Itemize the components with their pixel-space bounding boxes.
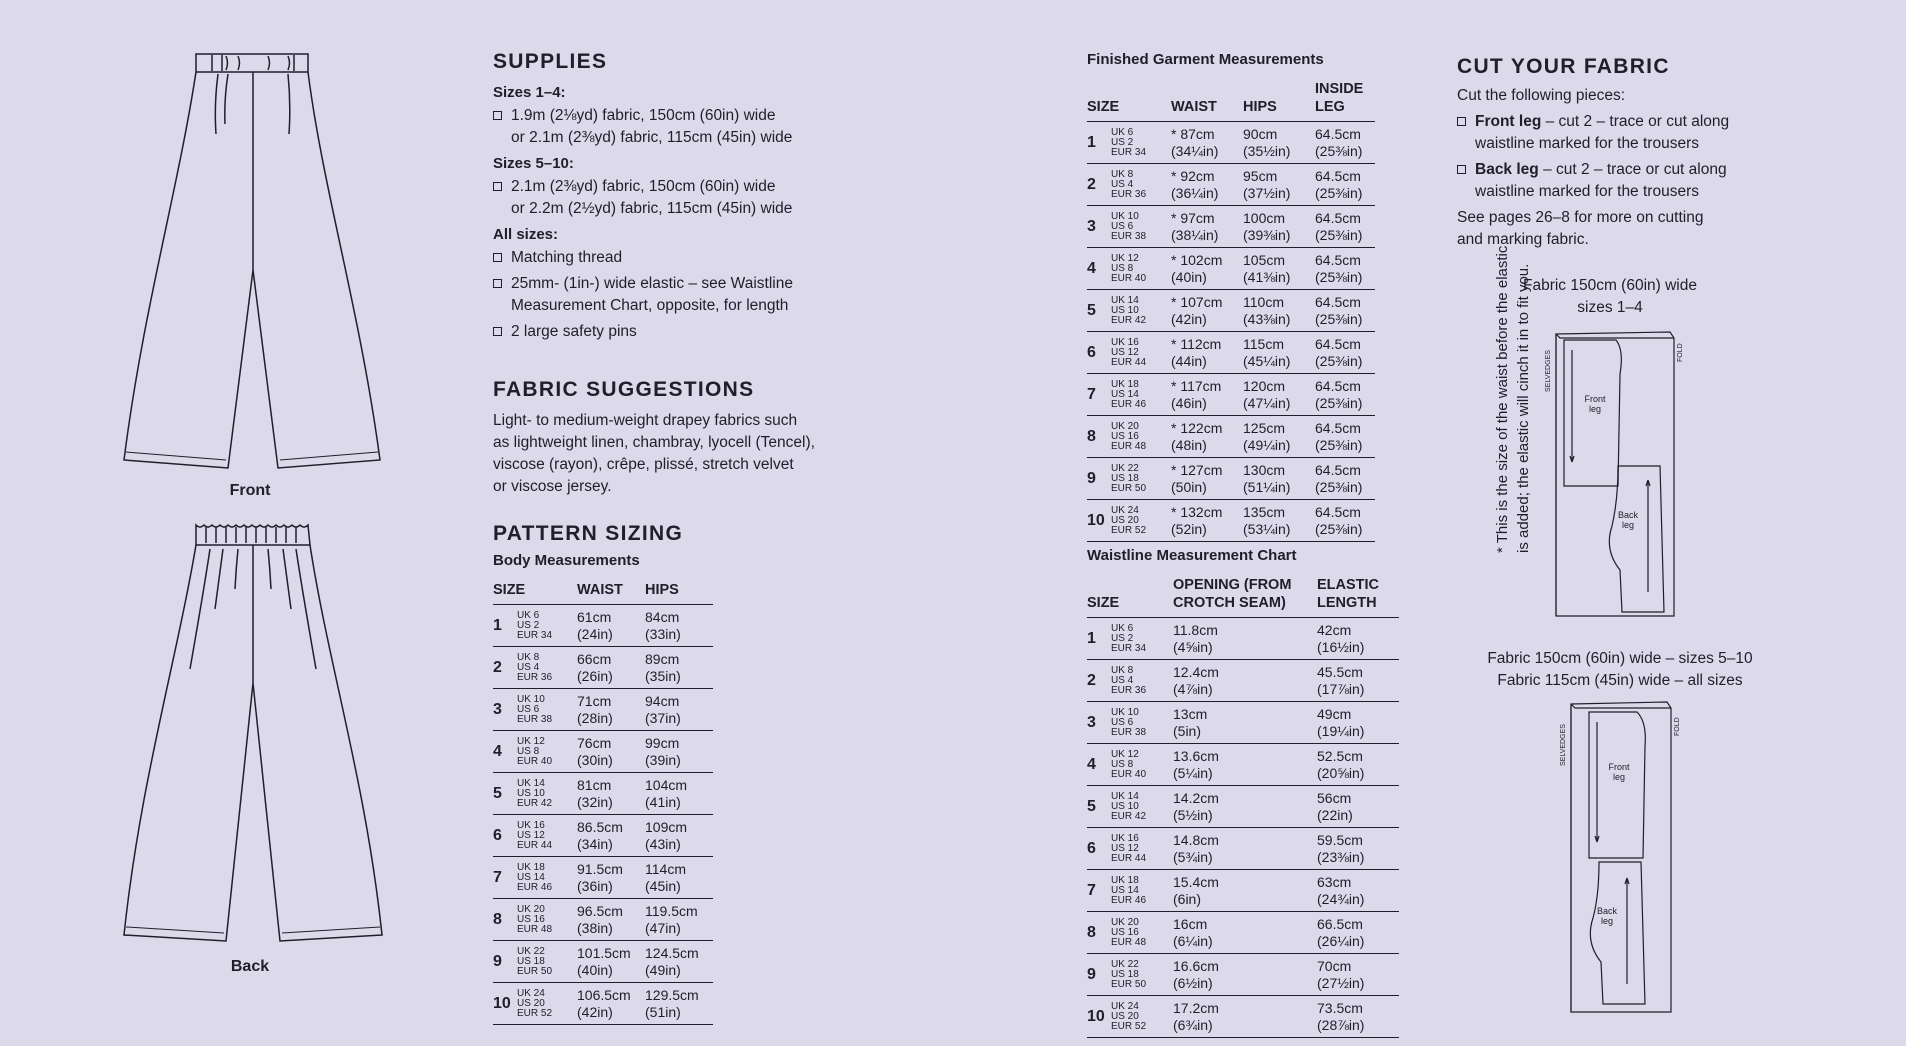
measurement-cell: 14.8cm (5¾in) xyxy=(1173,831,1219,865)
size-codes: UK 10 US 6 EUR 38 xyxy=(517,693,553,725)
supplies-list xyxy=(493,84,853,343)
cut-piece-item xyxy=(1457,111,1757,155)
size-codes: UK 22 US 18 EUR 50 xyxy=(1111,958,1147,990)
body-measurements-table xyxy=(493,581,713,1025)
size-number: 1 xyxy=(493,617,502,634)
size-codes: UK 18 US 14 EUR 46 xyxy=(517,861,553,893)
measurement-cell: 16cm (6¼in) xyxy=(1173,915,1213,949)
cutting-layout-2-diagram xyxy=(1555,700,1685,1016)
cut-piece-instructions: – cut 2 – trace or cut along waistline marked for the trousers xyxy=(1475,113,1730,152)
front-leg-label-2: Front xyxy=(1608,762,1630,772)
measurement-cell: 95cm (37½in) xyxy=(1243,167,1291,201)
table-row xyxy=(493,983,713,1025)
size-number: 4 xyxy=(1087,756,1096,773)
column-header: HIPS xyxy=(645,581,713,605)
measurement-cell: 70cm (27½in) xyxy=(1317,957,1365,991)
measurement-cell: 17.2cm (6¾in) xyxy=(1173,999,1219,1033)
measurement-cell: 84cm (33in) xyxy=(645,608,681,642)
size-number: 1 xyxy=(1087,630,1096,647)
supplies-group-heading: All sizes: xyxy=(493,226,559,243)
table-row xyxy=(493,773,713,815)
size-number: 3 xyxy=(1087,218,1096,235)
measurement-cell: 99cm (39in) xyxy=(645,734,681,768)
cut-fabric-title: CUT YOUR FABRIC xyxy=(1457,55,1670,78)
measurement-cell: * 117cm (46in) xyxy=(1171,377,1222,411)
measurement-cell: 13cm (5in) xyxy=(1173,705,1208,739)
measurement-cell: 64.5cm (25⅜in) xyxy=(1315,293,1363,327)
finished-garment-table xyxy=(1087,80,1375,542)
size-codes: UK 6 US 2 EUR 34 xyxy=(1111,126,1147,158)
measurement-cell: 15.4cm (6in) xyxy=(1173,873,1219,907)
measurement-cell: * 87cm (34¼in) xyxy=(1171,125,1219,159)
cut-piece-item xyxy=(1457,159,1757,203)
cut-fabric-note: See pages 26–8 for more on cutting and marking fabric. xyxy=(1457,209,1704,248)
size-codes: UK 8 US 4 EUR 36 xyxy=(517,651,553,683)
back-trousers-drawing xyxy=(118,523,388,943)
table-row xyxy=(1087,290,1375,332)
measurement-cell: 86.5cm (34in) xyxy=(577,818,623,852)
supply-item: 2 large safety pins xyxy=(493,321,853,343)
table-row xyxy=(493,941,713,983)
measurement-cell: 101.5cm (40in) xyxy=(577,944,631,978)
table-row xyxy=(1087,416,1375,458)
fold-label-1: FOLD xyxy=(1677,343,1684,362)
size-codes: UK 16 US 12 EUR 44 xyxy=(517,819,553,851)
size-number: 9 xyxy=(1087,966,1096,983)
finished-garment-note: * This is the size of the waist before the elastic is added; the elastic will cinch it in to fit you. xyxy=(1494,245,1532,553)
column-header: SIZE xyxy=(1087,576,1173,618)
waistline-title: Waistline Measurement Chart xyxy=(1087,547,1297,564)
measurement-cell: 124.5cm (49in) xyxy=(645,944,699,978)
measurement-cell: 64.5cm (25⅜in) xyxy=(1315,503,1363,537)
measurement-cell: 64.5cm (25⅜in) xyxy=(1315,251,1363,285)
measurement-cell: * 122cm (48in) xyxy=(1171,419,1223,453)
waistline-section xyxy=(1087,547,1399,1038)
measurement-cell: 66.5cm (26¼in) xyxy=(1317,915,1365,949)
size-number: 1 xyxy=(1087,134,1096,151)
measurement-cell: 71cm (28in) xyxy=(577,692,613,726)
column-header: INSIDE LEG xyxy=(1315,80,1375,122)
table-row xyxy=(1087,870,1399,912)
fold-label-2: FOLD xyxy=(1674,717,1681,736)
size-number: 7 xyxy=(493,869,502,886)
supply-item: 1.9m (2⅛yd) fabric, 150cm (60in) wide or 2.1m (2⅜yd) fabric, 115cm (45in) wide xyxy=(493,105,853,149)
svg-text:leg: leg xyxy=(1612,772,1626,782)
measurement-cell: 96.5cm (38in) xyxy=(577,902,623,936)
size-number: 8 xyxy=(1087,924,1096,941)
column-header: ELASTIC LENGTH xyxy=(1317,576,1399,618)
size-number: 2 xyxy=(1087,672,1096,689)
table-row xyxy=(1087,374,1375,416)
table-row xyxy=(1087,912,1399,954)
measurement-cell: 13.6cm (5¼in) xyxy=(1173,747,1219,781)
size-number: 6 xyxy=(1087,840,1096,857)
table-row xyxy=(1087,206,1375,248)
supplies-group-heading: Sizes 5–10: xyxy=(493,155,574,172)
front-leg-label-1: Front xyxy=(1584,394,1606,404)
table-row xyxy=(493,605,713,647)
cut-fabric-intro: Cut the following pieces: xyxy=(1457,87,1626,104)
measurement-cell: 64.5cm (25⅜in) xyxy=(1315,167,1363,201)
measurement-cell: 59.5cm (23⅜in) xyxy=(1317,831,1365,865)
back-leg-label-1: Back xyxy=(1617,510,1639,520)
size-number: 5 xyxy=(1087,302,1096,319)
size-codes: UK 12 US 8 EUR 40 xyxy=(517,735,553,767)
measurement-cell: 56cm (22in) xyxy=(1317,789,1353,823)
table-row xyxy=(493,815,713,857)
size-number: 8 xyxy=(1087,428,1096,445)
supply-item: 25mm- (1in-) wide elastic – see Waistline Measurement Chart, opposite, for length xyxy=(493,273,853,317)
measurement-cell: 89cm (35in) xyxy=(645,650,681,684)
size-codes: UK 20 US 16 EUR 48 xyxy=(517,903,553,935)
measurement-cell: 125cm (49¼in) xyxy=(1243,419,1291,453)
supplies-section xyxy=(493,50,853,347)
size-codes: UK 14 US 10 EUR 42 xyxy=(1111,294,1147,326)
cut-piece-name: Front leg xyxy=(1475,113,1542,130)
measurement-cell: 14.2cm (5½in) xyxy=(1173,789,1219,823)
layout2-caption: Fabric 150cm (60in) wide – sizes 5–10 Fabric 115cm (45in) wide – all sizes xyxy=(1487,650,1753,689)
measurement-cell: 109cm (43in) xyxy=(645,818,688,852)
size-codes: UK 16 US 12 EUR 44 xyxy=(1111,336,1147,368)
size-codes: UK 24 US 20 EUR 52 xyxy=(1111,1000,1147,1032)
svg-text:leg: leg xyxy=(1621,520,1635,530)
size-number: 9 xyxy=(493,953,502,970)
pattern-sizing-title: PATTERN SIZING xyxy=(493,522,684,545)
measurement-cell: 49cm (19¼in) xyxy=(1317,705,1365,739)
size-number: 10 xyxy=(493,995,511,1012)
size-codes: UK 8 US 4 EUR 36 xyxy=(1111,168,1147,200)
size-number: 3 xyxy=(493,701,502,718)
table-row xyxy=(1087,954,1399,996)
measurement-cell: 135cm (53¼in) xyxy=(1243,503,1291,537)
measurement-cell: 64.5cm (25⅜in) xyxy=(1315,377,1363,411)
column-header: HIPS xyxy=(1243,80,1315,122)
selvedges-label-2: SELVEDGES xyxy=(1560,724,1567,766)
measurement-cell: 16.6cm (6½in) xyxy=(1173,957,1219,991)
size-codes: UK 12 US 8 EUR 40 xyxy=(1111,252,1147,284)
table-row xyxy=(1087,332,1375,374)
size-codes: UK 6 US 2 EUR 34 xyxy=(517,609,553,641)
size-codes: UK 24 US 20 EUR 52 xyxy=(1111,504,1147,536)
table-row xyxy=(493,647,713,689)
measurement-cell: * 97cm (38¼in) xyxy=(1171,209,1219,243)
table-row xyxy=(1087,702,1399,744)
measurement-cell: * 132cm (52in) xyxy=(1171,503,1223,537)
size-codes: UK 6 US 2 EUR 34 xyxy=(1111,622,1147,654)
measurement-cell: 76cm (30in) xyxy=(577,734,613,768)
size-number: 2 xyxy=(493,659,502,676)
measurement-cell: 106.5cm (42in) xyxy=(577,986,631,1020)
measurement-cell: 120cm (47¼in) xyxy=(1243,377,1291,411)
fabric-suggestions-title: FABRIC SUGGESTIONS xyxy=(493,378,755,401)
measurement-cell: 100cm (39⅜in) xyxy=(1243,209,1291,243)
size-codes: UK 10 US 6 EUR 38 xyxy=(1111,210,1147,242)
size-codes: UK 22 US 18 EUR 50 xyxy=(517,945,553,977)
size-codes: UK 8 US 4 EUR 36 xyxy=(1111,664,1147,696)
selvedges-label-1: SELVEDGES xyxy=(1545,350,1552,392)
supply-item: Matching thread xyxy=(493,247,853,269)
measurement-cell: * 102cm (40in) xyxy=(1171,251,1223,285)
size-codes: UK 14 US 10 EUR 42 xyxy=(517,777,553,809)
size-number: 4 xyxy=(1087,260,1096,277)
column-header: WAIST xyxy=(1171,80,1243,122)
measurement-cell: 42cm (16½in) xyxy=(1317,621,1365,655)
measurement-cell: 52.5cm (20⅝in) xyxy=(1317,747,1365,781)
size-number: 3 xyxy=(1087,714,1096,731)
size-codes: UK 18 US 14 EUR 46 xyxy=(1111,874,1147,906)
table-row xyxy=(1087,744,1399,786)
svg-text:leg: leg xyxy=(1588,404,1602,414)
table-row xyxy=(493,731,713,773)
measurement-cell: 64.5cm (25⅜in) xyxy=(1315,209,1363,243)
measurement-cell: 104cm (41in) xyxy=(645,776,688,810)
column-header: OPENING (FROM CROTCH SEAM) xyxy=(1173,576,1317,618)
size-codes: UK 18 US 14 EUR 46 xyxy=(1111,378,1147,410)
size-number: 9 xyxy=(1087,470,1096,487)
measurement-cell: 115cm (45¼in) xyxy=(1243,335,1291,369)
measurement-cell: 73.5cm (28⅞in) xyxy=(1317,999,1365,1033)
column-header: SIZE xyxy=(1087,80,1171,122)
size-codes: UK 10 US 6 EUR 38 xyxy=(1111,706,1147,738)
measurement-cell: 64.5cm (25⅜in) xyxy=(1315,335,1363,369)
size-number: 5 xyxy=(493,785,502,802)
measurement-cell: 90cm (35½in) xyxy=(1243,125,1291,159)
table-row xyxy=(1087,786,1399,828)
measurement-cell: 64.5cm (25⅜in) xyxy=(1315,419,1363,453)
measurement-cell: 64.5cm (25⅜in) xyxy=(1315,125,1363,159)
table-row xyxy=(1087,996,1399,1038)
table-row xyxy=(493,899,713,941)
fabric-suggestions-section xyxy=(493,378,853,498)
measurement-cell: 63cm (24¾in) xyxy=(1317,873,1365,907)
measurement-cell: * 112cm (44in) xyxy=(1171,335,1222,369)
table-row xyxy=(493,857,713,899)
svg-text:leg: leg xyxy=(1600,916,1614,926)
back-label: Back xyxy=(230,958,270,975)
front-label: Front xyxy=(229,482,271,499)
measurement-cell: 119.5cm (47in) xyxy=(645,902,698,936)
measurement-cell: 130cm (51¼in) xyxy=(1243,461,1291,495)
column-header: WAIST xyxy=(577,581,645,605)
supplies-title: SUPPLIES xyxy=(493,50,608,73)
measurement-cell: * 92cm (36¼in) xyxy=(1171,167,1219,201)
column-header: SIZE xyxy=(493,581,577,605)
finished-garment-section xyxy=(1087,51,1375,542)
cut-piece-name: Back leg xyxy=(1475,161,1539,178)
size-codes: UK 12 US 8 EUR 40 xyxy=(1111,748,1147,780)
measurement-cell: 61cm (24in) xyxy=(577,608,613,642)
measurement-cell: 45.5cm (17⅞in) xyxy=(1317,663,1365,697)
size-number: 2 xyxy=(1087,176,1096,193)
size-codes: UK 14 US 10 EUR 42 xyxy=(1111,790,1147,822)
table-row xyxy=(1087,828,1399,870)
table-row xyxy=(1087,660,1399,702)
measurement-cell: 94cm (37in) xyxy=(645,692,681,726)
size-codes: UK 20 US 16 EUR 48 xyxy=(1111,420,1147,452)
table-row xyxy=(1087,122,1375,164)
table-row xyxy=(1087,458,1375,500)
measurement-cell: 81cm (32in) xyxy=(577,776,613,810)
measurement-cell: 11.8cm (4⅝in) xyxy=(1173,621,1218,655)
measurement-cell: 66cm (26in) xyxy=(577,650,613,684)
pattern-sizing-section xyxy=(493,522,723,1025)
size-codes: UK 22 US 18 EUR 50 xyxy=(1111,462,1147,494)
cutting-layout-1-diagram xyxy=(1540,330,1690,622)
size-number: 10 xyxy=(1087,1008,1105,1025)
size-number: 8 xyxy=(493,911,502,928)
measurement-cell: 110cm (43⅜in) xyxy=(1243,293,1291,327)
size-number: 4 xyxy=(493,743,502,760)
measurement-cell: 105cm (41⅜in) xyxy=(1243,251,1291,285)
layout1-caption: Fabric 150cm (60in) wide sizes 1–4 xyxy=(1522,277,1697,316)
measurement-cell: * 107cm (42in) xyxy=(1171,293,1223,327)
size-number: 7 xyxy=(1087,882,1096,899)
measurement-cell: 12.4cm (4⅞in) xyxy=(1173,663,1219,697)
size-codes: UK 20 US 16 EUR 48 xyxy=(1111,916,1147,948)
measurement-cell: 64.5cm (25⅜in) xyxy=(1315,461,1363,495)
size-number: 6 xyxy=(1087,344,1096,361)
back-leg-label-2: Back xyxy=(1596,906,1618,916)
waistline-table xyxy=(1087,576,1399,1038)
size-number: 10 xyxy=(1087,512,1105,529)
measurement-cell: * 127cm (50in) xyxy=(1171,461,1223,495)
size-codes: UK 24 US 20 EUR 52 xyxy=(517,987,553,1019)
table-row xyxy=(1087,164,1375,206)
table-row xyxy=(1087,500,1375,542)
table-row xyxy=(1087,618,1399,660)
supply-item: 2.1m (2⅜yd) fabric, 150cm (60in) wide or 2.2m (2½yd) fabric, 115cm (45in) wide xyxy=(493,176,853,220)
size-number: 6 xyxy=(493,827,502,844)
cut-pieces-list xyxy=(1457,111,1757,203)
body-measurements-subtitle: Body Measurements xyxy=(493,552,640,569)
measurement-cell: 91.5cm (36in) xyxy=(577,860,623,894)
front-trousers-drawing xyxy=(118,50,388,470)
size-codes: UK 16 US 12 EUR 44 xyxy=(1111,832,1147,864)
table-row xyxy=(1087,248,1375,290)
cut-fabric-section xyxy=(1457,55,1757,251)
supplies-group-heading: Sizes 1–4: xyxy=(493,84,566,101)
fabric-suggestions-text: Light- to medium-weight drapey fabrics such as lightweight linen, chambray, lyocell (Tencel), viscose (rayon), crêpe, plissé, stretch velvet or viscose jersey. xyxy=(493,412,815,495)
cut-piece-instructions: – cut 2 – trace or cut along waistline marked for the trousers xyxy=(1475,161,1727,200)
measurement-cell: 114cm (45in) xyxy=(645,860,686,894)
measurement-cell: 129.5cm (51in) xyxy=(645,986,699,1020)
size-number: 5 xyxy=(1087,798,1096,815)
table-row xyxy=(493,689,713,731)
finished-garment-title: Finished Garment Measurements xyxy=(1087,51,1324,68)
size-number: 7 xyxy=(1087,386,1096,403)
